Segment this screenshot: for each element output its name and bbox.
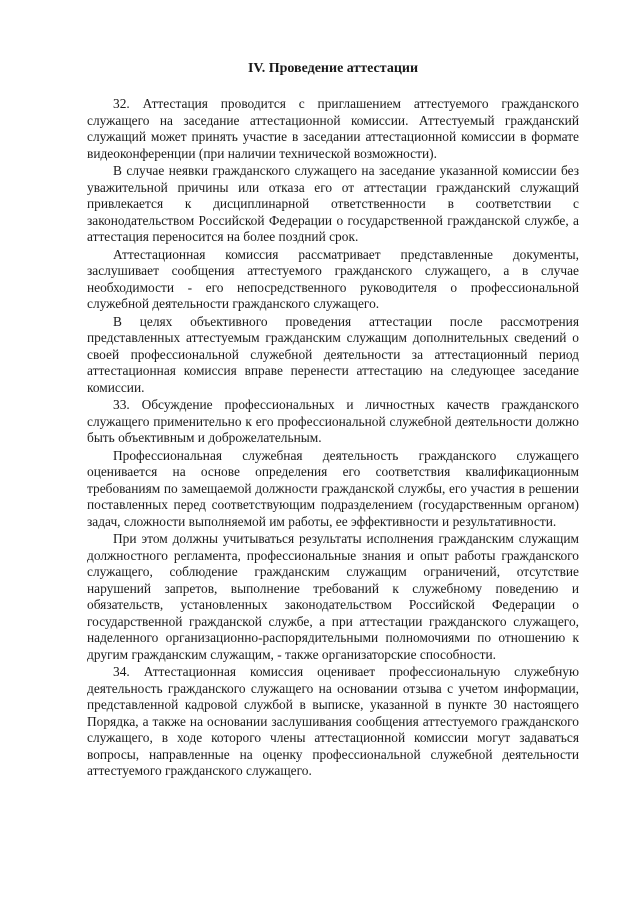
paragraph-34: 34. Аттестационная комиссия оценивает профессиональную служебную деятельность гражданского служащего на основании отзыва с учетом информации, представленной кадровой службой в выписке, указанной в пункте 30 настоящего Порядка, а также на основании заслушивания сообщения аттестуемого гражданского служащего, в ходе которого члены аттестационной комиссии могут задаваться вопросы, направленные на оценку профессиональной служебной деятельности аттестуемого гражданского служащего. xyxy=(87,664,579,778)
document-page xyxy=(87,60,579,780)
paragraph-32: 32. Аттестация проводится с приглашением аттестуемого гражданского служащего на заседание аттестационной комиссии. Аттестуемый гражданский служащий может принять участие в заседании аттестационной комиссии в формате видеоконференции (при наличии технической возможности). xyxy=(87,96,579,161)
paragraph-absence: В случае неявки гражданского служащего на заседание указанной комиссии без уважительной причины или отказа его от аттестации гражданский служащий привлекается к дисциплинарной ответственности в соответствии с законодательством Российской Федерации о государственной гражданской службе, а аттестация переносится на более поздний срок. xyxy=(87,163,579,244)
paragraph-postpone: В целях объективного проведения аттестации после рассмотрения представленных аттестуемым гражданским служащим дополнительных сведений о своей профессиональной служебной деятельности за аттестационный период аттестационная комиссия вправе перенести аттестацию на следующее заседание комиссии. xyxy=(87,313,579,395)
paragraph-33: 33. Обсуждение профессиональных и личностных качеств гражданского служащего применительно к его профессиональной служебной деятельности должно быть объективным и доброжелательным. xyxy=(87,397,579,445)
section-heading: IV. Проведение аттестации xyxy=(247,61,419,76)
paragraph-commission-review: Аттестационная комиссия рассматривает представленные документы, заслушивает сообщения аттестуемого гражданского служащего, а в случае необходимости - его непосредственного руководителя о профессиональной служебной деятельности гражданского служащего. xyxy=(87,246,579,311)
paragraph-evaluation: Профессиональная служебная деятельность гражданского служащего оценивается на основе определения его соответствия квалификационным требованиям по замещаемой должности гражданской службы, его участия в решении поставленных перед соответствующим подразделением (государственным органом) задач, сложности выполняемой им работы, ее эффективности и результативности. xyxy=(87,447,579,529)
paragraph-considerations: При этом должны учитываться результаты исполнения гражданским служащим должностного регламента, профессиональные знания и опыт работы гражданского служащего, соблюдение гражданским служащим ограничений, отсутствие нарушений запретов, выполнение требований к служебному поведению и обязательств, установленных законодательством Российской Федерации о государственной гражданской службе, а при аттестации гражданского служащего, наделенного организационно-распорядительными полномочиями по отношению к другим гражданским служащим, - также организаторские способности. xyxy=(87,531,579,662)
